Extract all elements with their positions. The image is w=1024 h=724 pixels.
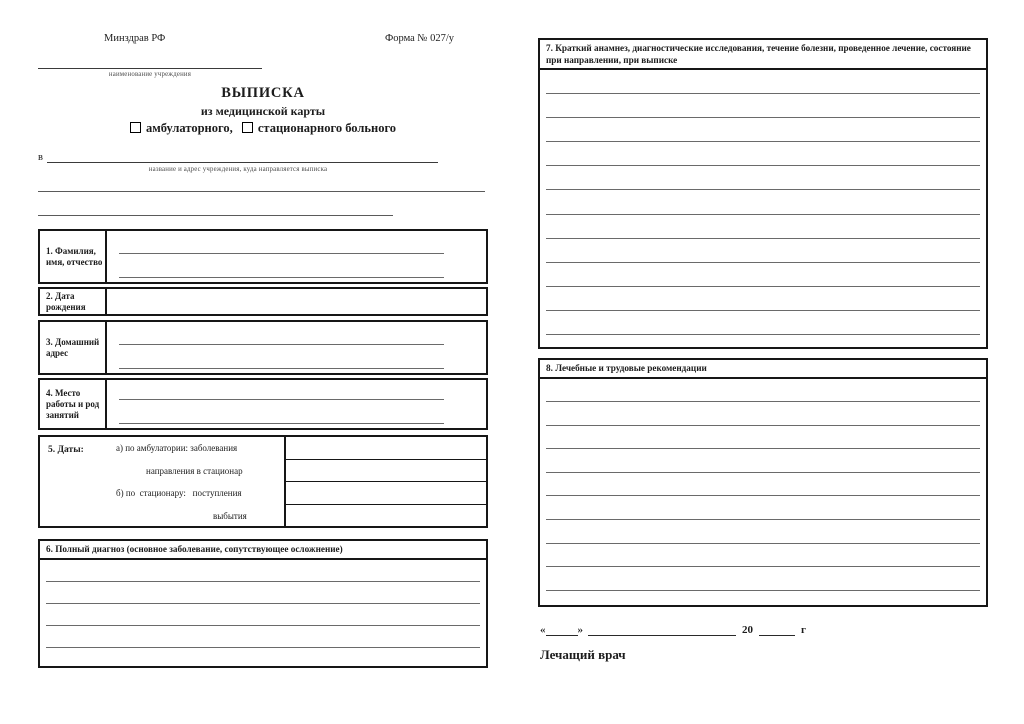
write-line[interactable]	[46, 626, 480, 648]
birthdate-label: 2. Дата рождения	[40, 289, 107, 314]
dates-sub-hospital-admission: б) по стационару: поступления	[116, 488, 242, 498]
dates-sub-discharge: выбытия	[213, 511, 247, 521]
ambulatory-label: амбулаторного,	[145, 121, 233, 135]
write-line[interactable]	[119, 231, 444, 254]
field-row-address	[38, 320, 488, 375]
write-line[interactable]	[546, 449, 980, 473]
attending-doctor-label: Лечащий врач	[540, 647, 626, 662]
date-cell-illness[interactable]	[286, 437, 486, 459]
fullname-value-area[interactable]	[107, 231, 486, 282]
header-row	[38, 33, 488, 44]
diagnosis-header: 6. Полный диагноз (основное заболевание, сопутствующее осложнение)	[40, 541, 486, 560]
diagnosis-write-area[interactable]	[40, 560, 486, 667]
write-line[interactable]	[546, 473, 980, 497]
recommendations-write-area[interactable]	[540, 379, 986, 606]
write-line[interactable]	[546, 287, 980, 311]
write-line[interactable]	[119, 380, 444, 400]
destination-input-line[interactable]	[47, 149, 438, 163]
inpatient-checkbox[interactable]	[242, 122, 253, 133]
section-recommendations	[538, 358, 988, 607]
write-line[interactable]	[46, 582, 480, 604]
form-number-label: Форма № 027/у	[384, 33, 454, 44]
write-line[interactable]	[546, 311, 980, 335]
ambulatory-checkbox[interactable]	[130, 122, 141, 133]
write-line[interactable]	[546, 94, 980, 118]
write-line[interactable]	[546, 166, 980, 190]
inpatient-label: стационарного больного	[257, 121, 397, 135]
write-line[interactable]	[546, 496, 980, 520]
write-line[interactable]	[546, 118, 980, 142]
patient-type-line	[38, 121, 488, 136]
write-line[interactable]	[119, 322, 444, 345]
dates-label: 5. Даты:	[48, 445, 84, 455]
form-title: ВЫПИСКА	[221, 85, 305, 101]
write-line[interactable]	[119, 254, 444, 278]
field-row-dates	[38, 435, 488, 528]
write-line[interactable]	[546, 591, 980, 605]
day-input-line[interactable]	[546, 623, 578, 636]
section-anamnesis	[538, 38, 988, 349]
month-input-line[interactable]	[588, 623, 736, 636]
write-line[interactable]	[546, 402, 980, 426]
ministry-label: Минздрав РФ	[104, 33, 166, 44]
close-quote: »	[577, 624, 583, 636]
write-line[interactable]	[546, 426, 980, 450]
date-cell-referral[interactable]	[286, 459, 486, 482]
year-suffix: г	[801, 624, 806, 636]
anamnesis-write-area[interactable]	[540, 70, 986, 347]
write-line[interactable]	[46, 648, 480, 667]
year-prefix: 20	[742, 624, 753, 636]
date-row	[540, 623, 806, 636]
write-line[interactable]	[546, 70, 980, 94]
right-page	[538, 0, 988, 724]
write-line[interactable]	[546, 190, 980, 214]
institution-caption: наименование учреждения	[108, 71, 192, 78]
date-cell-discharge[interactable]	[286, 504, 486, 527]
field-row-birthdate	[38, 287, 488, 316]
write-line[interactable]	[546, 520, 980, 544]
destination-caption: название и адрес учреждения, куда направляется выписка	[148, 166, 328, 173]
write-line[interactable]	[546, 215, 980, 239]
open-quote: «	[540, 624, 546, 636]
dates-input-table	[284, 435, 488, 528]
address-value-area[interactable]	[107, 322, 486, 373]
write-line[interactable]	[119, 345, 444, 369]
write-line[interactable]	[546, 544, 980, 568]
dates-sub-ambulatory-illness: а) по амбулатории: заболевания	[116, 443, 238, 453]
write-line[interactable]	[546, 239, 980, 263]
field-row-fullname	[38, 229, 488, 284]
destination-prefix: в	[38, 152, 43, 163]
write-line[interactable]	[546, 263, 980, 287]
form-subtitle: из медицинской карты	[200, 104, 326, 118]
address-label: 3. Домашний адрес	[40, 322, 107, 373]
fullname-label: 1. Фамилия, имя, отчество	[40, 231, 107, 282]
dates-sub-referral-hospital: направления в стационар	[146, 466, 243, 476]
section-diagnosis	[38, 539, 488, 668]
anamnesis-header: 7. Краткий анамнез, диагностические исследования, течение болезни, проведенное лечение, состояние при направлении, при выписке	[540, 40, 986, 70]
destination-row	[38, 149, 438, 163]
write-line[interactable]	[119, 400, 444, 424]
institution-name-line[interactable]	[38, 53, 262, 69]
year-input-line[interactable]	[759, 623, 795, 636]
write-line[interactable]	[546, 335, 980, 347]
destination-extra-line-1[interactable]	[38, 178, 485, 192]
write-line[interactable]	[46, 560, 480, 582]
workplace-value-area[interactable]	[107, 380, 486, 428]
field-row-workplace	[38, 378, 488, 430]
destination-extra-line-2[interactable]	[38, 202, 393, 216]
recommendations-header: 8. Лечебные и трудовые рекомендации	[540, 360, 986, 379]
left-page	[38, 0, 488, 724]
write-line[interactable]	[46, 604, 480, 626]
date-cell-admission[interactable]	[286, 481, 486, 504]
workplace-label: 4. Место работы и род занятий	[40, 380, 107, 428]
birthdate-value-area[interactable]	[107, 289, 486, 314]
write-line[interactable]	[546, 142, 980, 166]
write-line[interactable]	[546, 567, 980, 591]
write-line[interactable]	[546, 379, 980, 403]
